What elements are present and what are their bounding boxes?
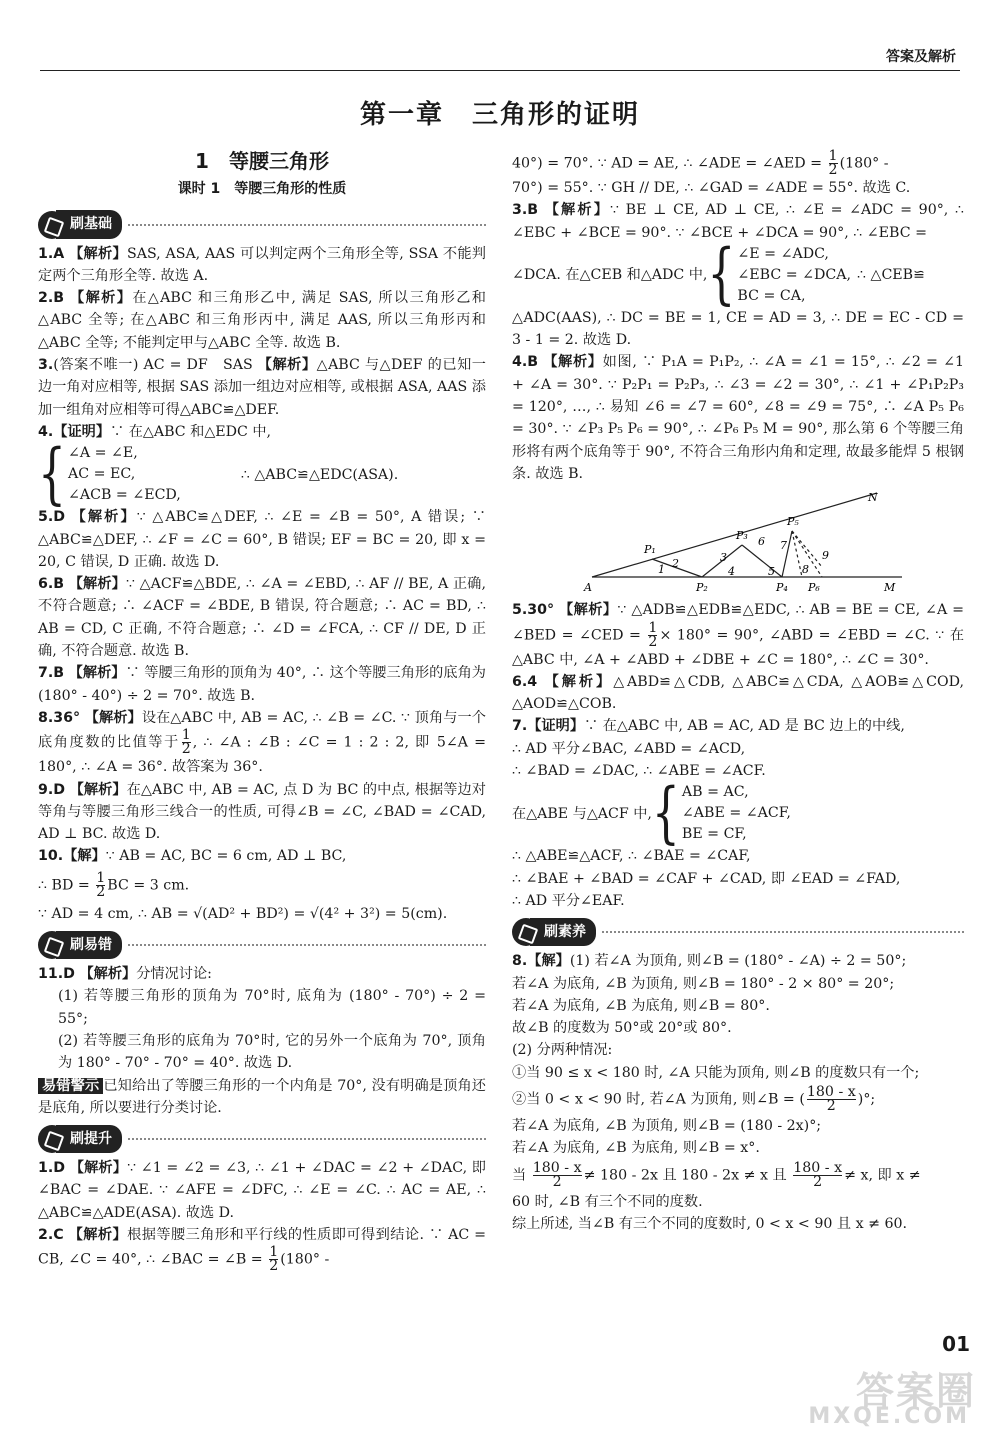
answer-item: 6.4 【解析】△ABD≌△CDB, △ABC≌△CDA, △AOB≌△COD, △AOD≌△COB. <box>512 673 964 713</box>
angle-label: 3 <box>720 551 727 565</box>
badge-basic: 刷基础 <box>38 211 486 239</box>
brush-icon <box>38 931 66 959</box>
answer-item: 5.D 【解析】∵ △ABC≌△DEF, ∴ ∠E = ∠B = 50°, A 错误; ∵ △ABC≌△DEF, ∴ ∠F = ∠C = 60°, B 错误; EF = BC = 20, 即 x = 20, C 错误, D 正确. 故选 D. <box>38 509 486 570</box>
answer-item: 1.A 【解析】SAS, ASA, AAS 可以判定两个三角形全等, SSA 不能判定两个三角形全等. 故选 A. <box>38 245 486 284</box>
fig-label: P₅ <box>787 515 799 529</box>
answer-item: 7.B 【解析】∵ 等腰三角形的顶角为 40°, ∴ 这个等腰三角形的底角为 (180° - 40°) ÷ 2 = 70°. 故选 B. <box>38 665 486 704</box>
section-title: 1 等腰三角形 <box>195 149 329 173</box>
badge-improve: 刷提升 <box>38 1125 486 1153</box>
fig-label: P₁ <box>644 543 656 557</box>
fig-label: P₆ <box>808 581 820 595</box>
answer-item: 4.【证明】∵ 在△ABC 和△EDC 中, <box>38 423 272 440</box>
header-rule <box>40 70 960 71</box>
badge-error: 刷易错 <box>38 931 486 959</box>
fig-label: A <box>584 581 592 595</box>
answer-item: 3.(答案不唯一) AC = DF SAS 【解析】△ABC 与△DEF 的已知一边一角对应相等, 根据 SAS 添加一组边对应相等, 或根据 ASA, AAS 添加一组角对应相等可得△ABC≌△DEF. <box>38 357 486 418</box>
angle-label: 4 <box>728 565 735 579</box>
answer-item: 8.36° 【解析】设在△ABC 中, AB = AC, ∴ ∠B = ∠C. ∵ 顶角与一个底角度数的比值等于 $\frac{1}{2}$ , ∴ ∠A : ∠B : ∠C = 1 : 2 : 2, 即 5∠A = 180°, ∴ ∠A = 36°. 故答案为 36°. <box>38 709 486 776</box>
fig-label: P₂ <box>696 581 708 595</box>
brace-system: 在△ABE 与△ACF 中, { AB = AC, ∠ABE = ∠ACF, BE = CF, <box>512 774 791 852</box>
answer-item: 6.B 【解析】∵ △ACF≌△BDE, ∴ ∠A = ∠EBD, ∴ AF // BE, A 正确, 不符合题意; ∴ ∠ACF = ∠BDE, B 错误, 符合题意; ∴ AC = BD, ∴ AB = CD, C 正确, 不符合题意; ∴ ∠D = ∠FCA, ∴ CF // DE, D 正确, 不符合题意. 故选 B. <box>38 576 487 660</box>
answer-item: 1.D 【解析】∵ ∠1 = ∠2 = ∠3, ∴ ∠1 + ∠DAC = ∠2 + ∠DAC, 即 ∠BAC = ∠DAE. ∵ ∠AFE = ∠DFC, ∴ ∠E = ∠C. ∴ AC = AE, ∴ △ABC≌△ADE(ASA). 故选 D. <box>38 1160 486 1221</box>
answer-item: 2.B 【解析】在△ABC 和三角形乙中, 满足 SAS, 所以三角形乙和△ABC 全等; 在△ABC 和三角形丙中, 满足 AAS, 所以三角形丙和△ABC 全等; 不能判定甲与△ABC 全等. 故选 B. <box>38 290 486 351</box>
answer-item: 7.【证明】∵ 在△ABC 中, AB = AC, AD 是 BC 边上的中线, <box>512 718 905 735</box>
angle-label: 5 <box>768 565 775 579</box>
left-column: 1 等腰三角形 课时 1 等腰三角形的性质 刷基础 1.A 【解析】SAS, ASA, AAS 可以判定两个三角形全等, SSA 不能判定两个三角形全等. 故选 A. 2.B 【解析】在△ABC 和三角形乙中, 满足 SAS, 所以三角形乙和△ABC 全等; 在△ABC 和三角形丙中, 满足 AAS, 所以三角形丙和△ABC 全等; 不能判定甲与△ABC 全等. 故选 B. 3.(答案不唯一) AC = DF SAS 【解析】△ABC 与△DEF 的已知一边一角对应相等, 根据 SAS 添加一组边对应相等, 或根据 ASA, AAS 添加一组角对应相等可得△ABC≌△DEF. 4.【证明】∵ 在△ABC 和△EDC 中, { ∠A = ∠E, AC = EC, ∠ACB = ∠ECD, ∴ △ABC≌△EDC(ASA). 5.D 【解析】∵ △ABC≌△DEF, ∴ ∠E = ∠B = 50°, A 错误; ∵ △ABC≌△DEF, ∴ ∠F = ∠C = 60°, B 错误; EF = BC = 20, 即 x = 20, C 错误, D 正确. 故选 D. 6.B 【解析】∵ △ACF≌△BDE, ∴ ∠A = ∠EBD, ∴ AF // BE, A 正确, 不符合题意; ∴ ∠ACF = ∠BDE, B 错误, 符合题意; ∴ AC = BD, ∴ AB = CD, C 正确, 不符合题意; ∴ ∠D = ∠FCA, ∴ CF // DE, D 正确, 不符合题意. 故选 B. 7.B 【解析】∵ 等腰三角形的顶角为 40°, ∴ 这个等腰三角形的底角为 (180° - 40°) ÷ 2 = 70°. 故选 B. 8.36° 【解析】设在△ABC 中, AB = AC, ∴ ∠B = ∠C. ∵ 顶角与一个底角度数的比值等于 $\frac{1}{2}$ , ∴ ∠A : ∠B : ∠C = 1 : 2 : 2, 即 5∠A = 180°, ∴ ∠A = 36°. 故答案为 36°. 9.D 【解析】在△ABC 中, AB = AC, 点 D 为 BC 的中点, 根据等边对等角与等腰三角形三线合一的性质, 可得∠B = ∠C, ∠BAD = ∠CAD, AD ⊥ BC. 故选 D. 10.【解】∵ AB = AC, BC = 6 cm, AD ⊥ BC, ∴ BD = $\frac{1}{2}$ BC = 3 cm. ∵ AD = 4 cm, ∴ AB = √(AD² + BD²) = √(4² + 3²) = 5(cm). 刷易错 11.D 【解析】分情况讨论: (1) 若等腰三角形的顶角为 70°时, 底角为 (180° - 70°) ÷ 2 = 55°; (2) 若等腰三角形的底角为 70°时, 它的另外一个底角为 70°, 顶角为 180° - 70° - 70° = 40°. 故选 D. 易错警示 已知给出了等腰三角形的一个内角是 70°, 没有明确是顶角还是底角, 所以要进行分类讨论. 刷提升 1.D 【解析】∵ ∠1 = ∠2 = ∠3, ∴ ∠1 + ∠DAC = ∠2 + ∠DAC, 即 ∠BAC = ∠DAE. ∵ ∠AFE = ∠DFC, ∴ ∠E = ∠C. ∴ AC = AE, ∴ △ABC≌△ADE(ASA). 故选 D. 2.C 【解析】根据等腰三角形和平行线的性质即可得到结论. ∵ AC = CB, ∠C = 40°, ∴ ∠BAC = ∠B = $\frac{1}{2}$ (180° - <box>38 149 487 1275</box>
brace-system: ∠DCA. 在△CEB 和△ADC 中, { ∠E = ∠ADC, ∠EBC = ∠DCA, BC = CA, ∴ △CEB≌ <box>512 236 925 313</box>
brace-system: { ∠A = ∠E, AC = EC, ∠ACB = ∠ECD, ∴ △ABC≌△EDC(ASA). <box>38 435 399 513</box>
brush-icon <box>38 1125 66 1153</box>
answer-item: 9.D 【解析】在△ABC 中, AB = AC, 点 D 为 BC 的中点, 根据等边对等角与等腰三角形三线合一的性质, 可得∠B = ∠C, ∠BAD = ∠CAD, AD ⊥ BC. 故选 D. <box>38 781 486 843</box>
angle-label: 9 <box>822 549 829 563</box>
lesson-title: 课时 1 等腰三角形的性质 <box>177 181 347 198</box>
angle-label: 1 <box>658 563 665 577</box>
watermark-url: MXQE.COM <box>808 1404 970 1429</box>
answer-item: 5.30° 【解析】∵ △ADB≌△EDB≌△EDC, ∴ AB = BE = CE, ∠A = ∠BED = ∠CED = $\frac{1}{2}$ × 180° = 90°, ∠ABD = ∠EBD = ∠C. ∵ 在△ABC 中, ∠A + ∠ABD + ∠DBE + ∠C = 180°, ∴ ∠C = 30°. <box>512 602 965 668</box>
chapter-title: 第一章 三角形的证明 <box>359 100 640 130</box>
geometry-figure <box>512 487 964 597</box>
page-number: 01 <box>942 1332 970 1356</box>
brush-icon <box>38 211 66 239</box>
fig-label: P₃ <box>736 529 748 543</box>
fig-label: N <box>868 491 878 505</box>
badge-literacy: 刷素养 <box>512 918 964 946</box>
answer-item: 8.【解】(1) 若∠A 为顶角, 则∠B = (180° - ∠A) ÷ 2 = 50°; <box>512 953 907 970</box>
angle-label: 8 <box>802 563 809 577</box>
fig-label: M <box>884 581 896 595</box>
running-header: 答案及解析 <box>886 49 956 65</box>
answer-item: 10.【解】∵ AB = AC, BC = 6 cm, AD ⊥ BC, <box>38 848 347 865</box>
angle-label: 6 <box>758 535 765 549</box>
angle-label: 7 <box>780 539 787 553</box>
fig-label: P₄ <box>776 581 788 595</box>
right-column: 40°) = 70°. ∵ AD = AE, ∴ ∠ADE = ∠AED = $\frac{1}{2}$ (180° - 70°) = 55°. ∵ GH // DE, ∴ ∠GAD = ∠ADE = 55°. 故选 C. 3.B 【解析】∵ BE ⊥ CE, AD ⊥ CE, ∴ ∠E = ∠ADC = 90°, ∴ ∠EBC + ∠BCE = 90°. ∵ ∠BCE + ∠DCA = 90°, ∴ ∠EBC = ∠DCA. 在△CEB 和△ADC 中, { ∠E = ∠ADC, ∠EBC = ∠DCA, BC = CA, ∴ △CEB≌ △ADC(AAS), ∴ DC = BE = 1, CE = AD = 3, ∴ DE = EC - CD = 3 - 1 = 2. 故选 D. 4.B 【解析】如图, ∵ P₁A = P₁P₂, ∴ ∠A = ∠1 = 15°, ∴ ∠2 = ∠1 + ∠A = 30°. ∵ P₂P₁ = P₂P₃, ∴ ∠3 = ∠2 = 30°, ∴ ∠1 + ∠P₁P₂P₃ = 120°, …, ∴ 易知 ∠6 = ∠7 = 60°, ∠8 = ∠9 = 75°, ∴ ∠A P₅ P₆ = 30°. ∵ ∠P₃ P₅ P₆ = 90°, ∴ ∠P₆ P₅ M = 90°, 那么第 6 个等腰三角形将有两个底角等于 90°, 不符合三角形内角和定理, 故最多能焊 5 根钢条. 故选 B. A M N P₁ P₂ P₃ P₄ P₅ P₆ 1 2 3 4 5 6 7 8 9 5.30° 【解析】∵ △ADB≌△EDB≌△EDC, ∴ AB = BE = CE, ∠A = ∠BED = ∠CED = $\frac{1}{2}$ × 180° = 90°, ∠ABD = ∠EBD = ∠C. ∵ 在△ABC 中, ∠A + ∠ABD + ∠DBE + ∠C = 180°, ∴ ∠C = 30°. 6.4 【解析】△ABD≌△CDB, △ABC≌△CDA, △AOB≌△COD, △AOD≌△COB. 7.【证明】∵ 在△ABC 中, AB = AC, AD 是 BC 边上的中线, ∴ AD 平分∠BAC, ∠ABD = ∠ACD, ∴ ∠BAD = ∠DAC, ∴ ∠ABE = ∠ACF. 在△ABE 与△ACF 中, { AB = AC, ∠ABE = ∠ACF, BE = CF, ∴ △ABE≌△ACF, ∴ ∠BAE = ∠CAF, ∴ ∠BAE + ∠BAD = ∠CAF + ∠CAD, 即 ∠EAD = ∠FAD, ∴ AD 平分∠EAF. 刷素养 8.【解】(1) 若∠A 为顶角, 则∠B = (180° - ∠A) ÷ 2 = 50°; 若∠A 为底角, ∠B 为顶角, 则∠B = 180° - 2 × 80° = 20°; 若∠A 为底角, ∠B 为底角, 则∠B = 80°. 故∠B 的度数为 50°或 20°或 80°. (2) 分两种情况: ①当 90 ≤ x < 180 时, ∠A 只能为顶角, 则∠B 的度数只有一个; ②当 0 < x < 90 时, 若∠A 为顶角, 则∠B = ( $\frac{180 - x}{2}$ )°; 若∠A 为底角, ∠B 为顶角, 则∠B = (180 - 2x)°; 若∠A 为底角, ∠B 为底角, 则∠B = x°. 当 $\frac{180 - x}{2}$ ≠ 180 - 2x 且 180 - 2x ≠ x 且 $\frac{180 - x}{2}$ ≠ x, 即 x ≠ 60 时, ∠B 有三个不同的度数. 综上所述, 当∠B 有三个不同的度数时, 0 < x < 90 且 x ≠ 60. <box>512 148 965 1232</box>
error-warning: 易错警示 已知给出了等腰三角形的一个内角是 70°, 没有明确是顶角还是底角, 所以要进行分类讨论. <box>38 1077 486 1116</box>
answer-item: 11.D 【解析】分情况讨论: <box>38 966 212 983</box>
angle-label: 2 <box>672 557 679 571</box>
watermark-logo: 答案圈 <box>855 1369 976 1413</box>
answer-item: 4.B 【解析】如图, ∵ P₁A = P₁P₂, ∴ ∠A = ∠1 = 15°, ∴ ∠2 = ∠1 + ∠A = 30°. ∵ P₂P₁ = P₂P₃, ∴ ∠3 = ∠2 = 30°, ∴ ∠1 + ∠P₁P₂P₃ = 120°, …, ∴ 易知 ∠6 = ∠7 = 60°, ∠8 = ∠9 = 75°, ∴ ∠A P₅ P₆ = 30°. ∵ ∠P₃ P₅ P₆ = 90°, ∴ ∠P₆ P₅ M = 90°, 那么第 6 个等腰三角形将有两个底角等于 90°, 不符合三角形内角和定理, 故最多能焊 5 根钢条. 故选 B. <box>512 354 964 482</box>
answer-item: 3.B 【解析】∵ BE ⊥ CE, AD ⊥ CE, ∴ ∠E = ∠ADC = 90°, ∴ ∠EBC + ∠BCE = 90°. ∵ ∠BCE + ∠DCA = 90°, ∴ ∠EBC = <box>512 202 964 241</box>
answer-item: 2.C 【解析】根据等腰三角形和平行线的性质即可得到结论. ∵ AC = CB, ∠C = 40°, ∴ ∠BAC = ∠B = $\frac{1}{2}$ (180° - <box>38 1226 487 1275</box>
